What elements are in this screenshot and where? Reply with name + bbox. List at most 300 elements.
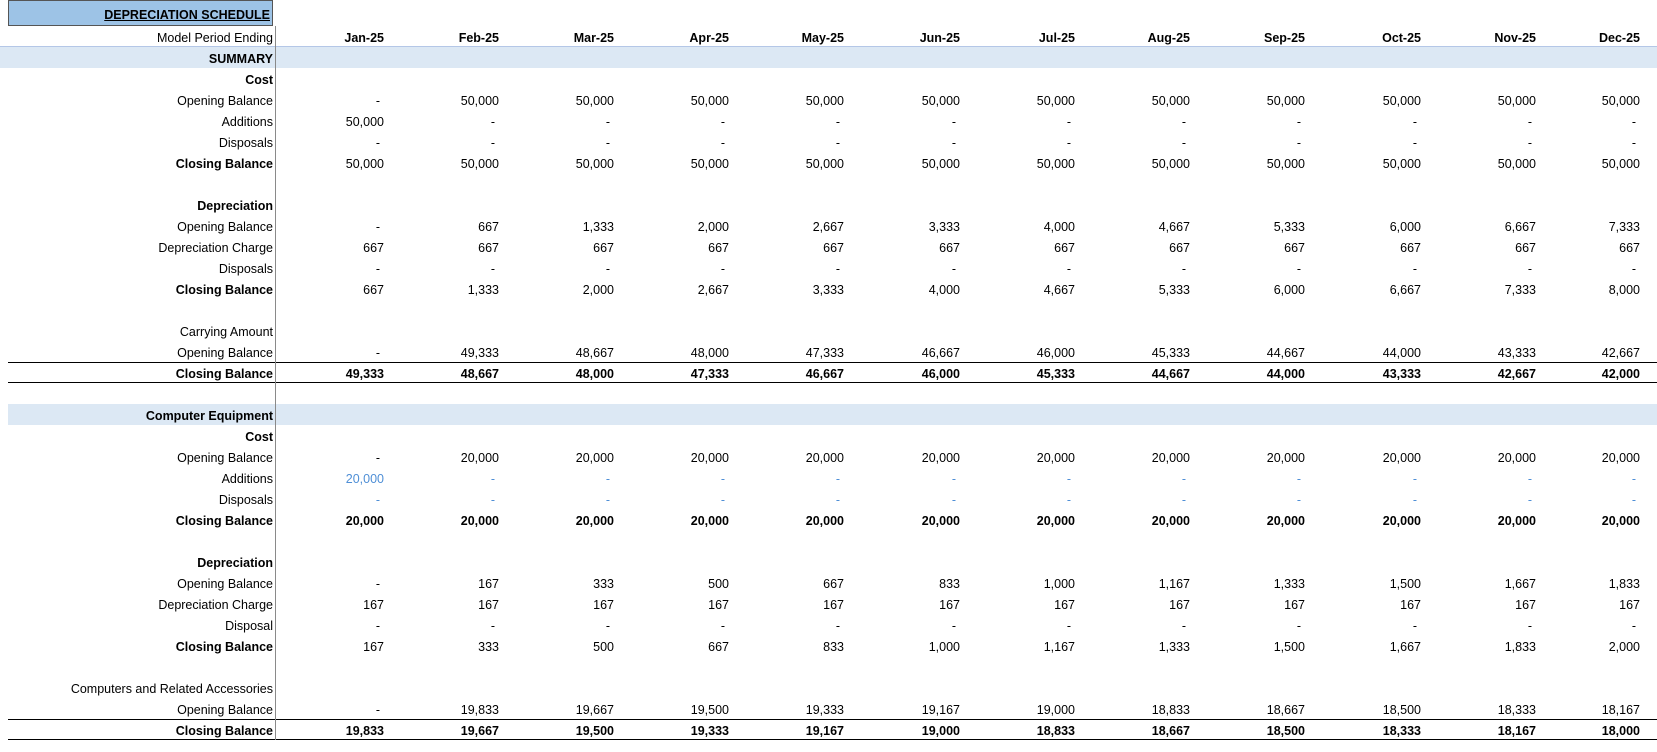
value-cell[interactable]: 667: [1619, 241, 1640, 255]
table-row: [0, 236, 1657, 257]
value-cell[interactable]: 167: [363, 598, 384, 612]
value-cell[interactable]: 50,000: [345, 115, 384, 129]
value-cell[interactable]: -: [951, 619, 956, 633]
blank-row: [0, 299, 1657, 320]
value-cell[interactable]: 4,667: [1043, 283, 1075, 297]
value-cell[interactable]: 2,667: [812, 220, 844, 234]
value-cell[interactable]: 167: [1169, 598, 1190, 612]
value-cell[interactable]: -: [375, 451, 380, 465]
value-cell[interactable]: 45,333: [1036, 367, 1075, 381]
row-label[interactable]: Computer Equipment: [145, 409, 273, 423]
value-cell[interactable]: 50,000: [1497, 157, 1536, 171]
value-cell[interactable]: 5,333: [1273, 220, 1305, 234]
table-row: [0, 467, 1657, 488]
value-cell[interactable]: 7,333: [1608, 220, 1640, 234]
value-cell[interactable]: 48,000: [690, 346, 729, 360]
value-cell[interactable]: 1,333: [1158, 640, 1190, 654]
value-cell[interactable]: -: [720, 115, 725, 129]
value-cell[interactable]: 50,000: [1601, 94, 1640, 108]
value-cell[interactable]: 1,500: [1273, 640, 1305, 654]
value-cell[interactable]: -: [1181, 136, 1186, 150]
value-cell[interactable]: 50,000: [1036, 94, 1075, 108]
value-cell[interactable]: -: [720, 136, 725, 150]
value-cell[interactable]: 49,333: [345, 367, 384, 381]
value-cell[interactable]: -: [1527, 136, 1532, 150]
value-cell[interactable]: 167: [1400, 598, 1421, 612]
value-cell[interactable]: 667: [478, 241, 499, 255]
value-cell[interactable]: 50,000: [1266, 94, 1305, 108]
value-cell[interactable]: -: [1296, 136, 1301, 150]
value-cell[interactable]: -: [1296, 493, 1301, 507]
value-cell[interactable]: 1,333: [467, 283, 499, 297]
row-label[interactable]: Closing Balance: [175, 157, 273, 171]
value-cell[interactable]: 1,000: [1043, 577, 1075, 591]
table-row: [0, 320, 1657, 341]
value-cell[interactable]: -: [605, 619, 610, 633]
value-cell[interactable]: 50,000: [805, 94, 844, 108]
month-header[interactable]: Apr-25: [689, 31, 729, 45]
row-label[interactable]: Closing Balance: [175, 724, 273, 738]
value-cell[interactable]: 19,833: [460, 703, 499, 717]
value-cell[interactable]: -: [1181, 115, 1186, 129]
value-cell[interactable]: -: [375, 94, 380, 108]
value-cell[interactable]: 667: [363, 241, 384, 255]
row-label[interactable]: Depreciation Charge: [158, 598, 273, 612]
value-cell[interactable]: -: [490, 136, 495, 150]
value-cell[interactable]: 50,000: [921, 157, 960, 171]
value-cell[interactable]: 20,000: [805, 514, 844, 528]
month-header[interactable]: Jan-25: [344, 31, 384, 45]
value-cell[interactable]: 48,667: [460, 367, 499, 381]
value-cell[interactable]: -: [605, 115, 610, 129]
value-cell[interactable]: -: [720, 493, 725, 507]
value-cell[interactable]: 50,000: [1382, 157, 1421, 171]
value-cell[interactable]: -: [605, 493, 610, 507]
value-cell[interactable]: 500: [593, 640, 614, 654]
value-cell[interactable]: -: [1066, 619, 1071, 633]
value-cell[interactable]: 18,667: [1151, 724, 1190, 738]
value-cell[interactable]: 50,000: [690, 157, 729, 171]
value-cell[interactable]: -: [375, 577, 380, 591]
value-cell[interactable]: 19,167: [921, 703, 960, 717]
value-cell[interactable]: 167: [363, 640, 384, 654]
value-cell[interactable]: 18,167: [1497, 724, 1536, 738]
value-cell[interactable]: -: [375, 493, 380, 507]
table-row: [0, 446, 1657, 467]
blank-row: [0, 383, 1657, 404]
row-label[interactable]: Depreciation: [197, 199, 273, 213]
value-cell[interactable]: 46,667: [921, 346, 960, 360]
value-cell[interactable]: 50,000: [460, 157, 499, 171]
value-cell[interactable]: 1,167: [1043, 640, 1075, 654]
table-row: [0, 362, 1657, 383]
row-label[interactable]: Carrying Amount: [179, 325, 273, 339]
value-cell[interactable]: 1,500: [1389, 577, 1421, 591]
value-cell[interactable]: 42,667: [1497, 367, 1536, 381]
value-cell[interactable]: 50,000: [575, 94, 614, 108]
value-cell[interactable]: 4,000: [928, 283, 960, 297]
value-cell[interactable]: -: [490, 472, 495, 486]
value-cell[interactable]: 50,000: [345, 157, 384, 171]
value-cell[interactable]: -: [605, 262, 610, 276]
month-header[interactable]: Mar-25: [573, 31, 614, 45]
value-cell[interactable]: 45,333: [1151, 346, 1190, 360]
value-cell[interactable]: -: [835, 472, 840, 486]
value-cell[interactable]: 50,000: [805, 157, 844, 171]
table-row: [0, 257, 1657, 278]
value-cell[interactable]: 20,000: [1601, 451, 1640, 465]
row-label[interactable]: Additions: [221, 115, 273, 129]
value-cell[interactable]: -: [1181, 493, 1186, 507]
value-cell[interactable]: 42,667: [1601, 346, 1640, 360]
value-cell[interactable]: 667: [363, 283, 384, 297]
value-cell[interactable]: 44,000: [1266, 367, 1305, 381]
value-cell[interactable]: 20,000: [460, 451, 499, 465]
row-label[interactable]: Disposal: [225, 619, 273, 633]
value-cell[interactable]: 20,000: [805, 451, 844, 465]
value-cell[interactable]: -: [1412, 472, 1417, 486]
value-cell[interactable]: 833: [939, 577, 960, 591]
row-label[interactable]: Opening Balance: [177, 703, 273, 717]
table-row: [0, 572, 1657, 593]
value-cell[interactable]: 20,000: [1266, 514, 1305, 528]
value-cell[interactable]: 20,000: [690, 514, 729, 528]
value-cell[interactable]: 167: [1619, 598, 1640, 612]
value-cell[interactable]: -: [1066, 262, 1071, 276]
value-cell[interactable]: 667: [939, 241, 960, 255]
value-cell[interactable]: 19,500: [690, 703, 729, 717]
value-cell[interactable]: 667: [823, 577, 844, 591]
value-cell[interactable]: 3,333: [812, 283, 844, 297]
value-cell[interactable]: 46,000: [1036, 346, 1075, 360]
value-cell[interactable]: -: [1296, 619, 1301, 633]
month-header[interactable]: Jun-25: [919, 31, 960, 45]
value-cell[interactable]: 167: [593, 598, 614, 612]
value-cell[interactable]: 2,000: [697, 220, 729, 234]
value-cell[interactable]: 20,000: [921, 451, 960, 465]
value-cell[interactable]: 2,667: [697, 283, 729, 297]
month-header[interactable]: Aug-25: [1147, 31, 1190, 45]
value-cell[interactable]: 167: [478, 598, 499, 612]
value-cell[interactable]: 20,000: [1151, 514, 1190, 528]
value-cell[interactable]: -: [490, 619, 495, 633]
value-cell[interactable]: 500: [708, 577, 729, 591]
value-cell[interactable]: 19,667: [460, 724, 499, 738]
value-cell[interactable]: 48,667: [575, 346, 614, 360]
value-cell[interactable]: -: [1631, 493, 1636, 507]
value-cell[interactable]: 667: [823, 241, 844, 255]
value-cell[interactable]: -: [1527, 619, 1532, 633]
value-cell[interactable]: 167: [823, 598, 844, 612]
value-cell[interactable]: 7,333: [1504, 283, 1536, 297]
value-cell[interactable]: 50,000: [1151, 94, 1190, 108]
value-cell[interactable]: 8,000: [1608, 283, 1640, 297]
value-cell[interactable]: 50,000: [1036, 157, 1075, 171]
value-cell[interactable]: 20,000: [460, 514, 499, 528]
value-cell[interactable]: 50,000: [690, 94, 729, 108]
value-cell[interactable]: 46,000: [921, 367, 960, 381]
value-cell[interactable]: 6,667: [1504, 220, 1536, 234]
value-cell[interactable]: 1,333: [1273, 577, 1305, 591]
value-cell[interactable]: 1,833: [1608, 577, 1640, 591]
value-cell[interactable]: 47,333: [690, 367, 729, 381]
value-cell[interactable]: -: [720, 619, 725, 633]
value-cell[interactable]: 6,000: [1273, 283, 1305, 297]
value-cell[interactable]: 1,000: [928, 640, 960, 654]
value-cell[interactable]: -: [375, 346, 380, 360]
month-header[interactable]: Oct-25: [1382, 31, 1421, 45]
value-cell[interactable]: 20,000: [1151, 451, 1190, 465]
value-cell[interactable]: -: [490, 115, 495, 129]
value-cell[interactable]: 18,667: [1266, 703, 1305, 717]
value-cell[interactable]: -: [951, 493, 956, 507]
row-label[interactable]: Depreciation: [197, 556, 273, 570]
value-cell[interactable]: 667: [1054, 241, 1075, 255]
value-cell[interactable]: 18,500: [1266, 724, 1305, 738]
value-cell[interactable]: -: [1631, 136, 1636, 150]
row-label[interactable]: Opening Balance: [177, 94, 273, 108]
value-cell[interactable]: 19,000: [1036, 703, 1075, 717]
table-row: [0, 89, 1657, 110]
row-label[interactable]: Depreciation Charge: [158, 241, 273, 255]
value-cell[interactable]: 19,667: [575, 703, 614, 717]
table-row: [0, 425, 1657, 446]
value-cell[interactable]: 667: [1515, 241, 1536, 255]
value-cell[interactable]: 6,667: [1389, 283, 1421, 297]
value-cell[interactable]: 19,000: [921, 724, 960, 738]
value-cell[interactable]: 1,833: [1504, 640, 1536, 654]
value-cell[interactable]: -: [951, 262, 956, 276]
value-cell[interactable]: -: [1066, 115, 1071, 129]
value-cell[interactable]: 167: [1054, 598, 1075, 612]
value-cell[interactable]: 167: [939, 598, 960, 612]
row-label[interactable]: Closing Balance: [175, 640, 273, 654]
value-cell[interactable]: 667: [593, 241, 614, 255]
value-cell[interactable]: -: [375, 262, 380, 276]
value-cell[interactable]: 2,000: [582, 283, 614, 297]
value-cell[interactable]: 50,000: [1601, 157, 1640, 171]
value-cell[interactable]: 1,167: [1158, 577, 1190, 591]
value-cell[interactable]: -: [375, 136, 380, 150]
value-cell[interactable]: 3,333: [928, 220, 960, 234]
value-cell[interactable]: -: [1527, 493, 1532, 507]
value-cell[interactable]: 44,667: [1151, 367, 1190, 381]
value-cell[interactable]: 43,333: [1497, 346, 1536, 360]
value-cell[interactable]: -: [1296, 262, 1301, 276]
value-cell[interactable]: 167: [478, 577, 499, 591]
value-cell[interactable]: 44,000: [1382, 346, 1421, 360]
value-cell[interactable]: -: [375, 220, 380, 234]
value-cell[interactable]: -: [375, 703, 380, 717]
value-cell[interactable]: 333: [593, 577, 614, 591]
month-header[interactable]: Feb-25: [458, 31, 499, 45]
value-cell[interactable]: 20,000: [575, 451, 614, 465]
row-label[interactable]: Cost: [245, 430, 273, 444]
value-cell[interactable]: 18,833: [1151, 703, 1190, 717]
frozen-pane-divider: [275, 26, 276, 740]
value-cell[interactable]: 18,000: [1601, 724, 1640, 738]
value-cell[interactable]: -: [1181, 262, 1186, 276]
month-header[interactable]: Sep-25: [1264, 31, 1305, 45]
value-cell[interactable]: -: [1527, 115, 1532, 129]
value-cell[interactable]: -: [490, 262, 495, 276]
value-cell[interactable]: 6,000: [1389, 220, 1421, 234]
value-cell[interactable]: 19,500: [575, 724, 614, 738]
value-cell[interactable]: -: [1527, 262, 1532, 276]
value-cell[interactable]: -: [1527, 472, 1532, 486]
row-label[interactable]: SUMMARY: [208, 52, 273, 66]
value-cell[interactable]: 42,000: [1601, 367, 1640, 381]
row-label[interactable]: Cost: [245, 73, 273, 87]
value-cell[interactable]: 167: [1515, 598, 1536, 612]
table-row: [0, 719, 1657, 740]
row-label[interactable]: Additions: [221, 472, 273, 486]
table-row: [0, 110, 1657, 131]
value-cell[interactable]: -: [1412, 136, 1417, 150]
value-cell[interactable]: -: [1296, 472, 1301, 486]
value-cell[interactable]: 18,333: [1382, 724, 1421, 738]
value-cell[interactable]: 50,000: [1266, 157, 1305, 171]
value-cell[interactable]: 20,000: [921, 514, 960, 528]
value-cell[interactable]: -: [1412, 262, 1417, 276]
value-cell[interactable]: 18,167: [1601, 703, 1640, 717]
value-cell[interactable]: -: [720, 472, 725, 486]
value-cell[interactable]: -: [1412, 115, 1417, 129]
value-cell[interactable]: 20,000: [1601, 514, 1640, 528]
value-cell[interactable]: 833: [823, 640, 844, 654]
value-cell[interactable]: 4,000: [1043, 220, 1075, 234]
value-cell[interactable]: 49,333: [460, 346, 499, 360]
value-cell[interactable]: 50,000: [575, 157, 614, 171]
value-cell[interactable]: -: [1181, 619, 1186, 633]
value-cell[interactable]: -: [835, 619, 840, 633]
month-header[interactable]: Dec-25: [1599, 31, 1640, 45]
value-cell[interactable]: -: [835, 136, 840, 150]
row-label[interactable]: Disposals: [218, 262, 273, 276]
value-cell[interactable]: -: [1066, 136, 1071, 150]
value-cell[interactable]: 20,000: [1036, 514, 1075, 528]
table-row: [0, 488, 1657, 509]
value-cell[interactable]: -: [1412, 619, 1417, 633]
row-label[interactable]: Closing Balance: [175, 514, 273, 528]
value-cell[interactable]: 19,333: [805, 703, 844, 717]
value-cell[interactable]: -: [720, 262, 725, 276]
value-cell[interactable]: -: [951, 136, 956, 150]
value-cell[interactable]: -: [1066, 493, 1071, 507]
value-cell[interactable]: 47,333: [805, 346, 844, 360]
value-cell[interactable]: 20,000: [1036, 451, 1075, 465]
value-cell[interactable]: 18,833: [1036, 724, 1075, 738]
table-row: [0, 593, 1657, 614]
value-cell[interactable]: -: [1412, 493, 1417, 507]
value-cell[interactable]: -: [375, 619, 380, 633]
value-cell[interactable]: 20,000: [1382, 514, 1421, 528]
title-cell[interactable]: [8, 0, 273, 26]
month-header[interactable]: Jul-25: [1038, 31, 1075, 45]
value-cell[interactable]: 2,000: [1608, 640, 1640, 654]
value-cell[interactable]: -: [605, 472, 610, 486]
row-label[interactable]: Computers and Related Accessories: [70, 682, 273, 696]
value-cell[interactable]: 20,000: [345, 472, 384, 486]
value-cell[interactable]: -: [605, 136, 610, 150]
value-cell[interactable]: 50,000: [1497, 94, 1536, 108]
value-cell[interactable]: -: [951, 472, 956, 486]
value-cell[interactable]: 20,000: [1382, 451, 1421, 465]
month-header[interactable]: Nov-25: [1494, 31, 1536, 45]
month-header[interactable]: May-25: [801, 31, 844, 45]
value-cell[interactable]: -: [835, 115, 840, 129]
value-cell[interactable]: -: [835, 262, 840, 276]
value-cell[interactable]: -: [835, 493, 840, 507]
value-cell[interactable]: 43,333: [1382, 367, 1421, 381]
blank-row: [0, 656, 1657, 677]
row-label[interactable]: Disposals: [218, 136, 273, 150]
value-cell[interactable]: 18,333: [1497, 703, 1536, 717]
row-label[interactable]: Opening Balance: [177, 577, 273, 591]
row-label[interactable]: Disposals: [218, 493, 273, 507]
value-cell[interactable]: 20,000: [1497, 451, 1536, 465]
row-label[interactable]: Opening Balance: [177, 346, 273, 360]
row-label[interactable]: Opening Balance: [177, 220, 273, 234]
value-cell[interactable]: 667: [1400, 241, 1421, 255]
value-cell[interactable]: 44,667: [1266, 346, 1305, 360]
value-cell[interactable]: 667: [1169, 241, 1190, 255]
row-label[interactable]: Closing Balance: [175, 367, 273, 381]
value-cell[interactable]: 20,000: [690, 451, 729, 465]
value-cell[interactable]: -: [490, 493, 495, 507]
value-cell[interactable]: -: [1631, 262, 1636, 276]
value-cell[interactable]: -: [1631, 472, 1636, 486]
value-cell[interactable]: 667: [708, 640, 729, 654]
value-cell[interactable]: -: [1181, 472, 1186, 486]
value-cell[interactable]: 1,333: [582, 220, 614, 234]
value-cell[interactable]: 50,000: [921, 94, 960, 108]
value-cell[interactable]: 20,000: [345, 514, 384, 528]
value-cell[interactable]: 1,667: [1389, 640, 1421, 654]
value-cell[interactable]: 667: [1284, 241, 1305, 255]
row-label[interactable]: Opening Balance: [177, 451, 273, 465]
value-cell[interactable]: -: [1631, 619, 1636, 633]
value-cell[interactable]: 667: [708, 241, 729, 255]
table-row: [0, 278, 1657, 299]
value-cell[interactable]: 48,000: [575, 367, 614, 381]
value-cell[interactable]: 20,000: [1266, 451, 1305, 465]
row-label[interactable]: Closing Balance: [175, 283, 273, 297]
header-row: [0, 26, 1657, 47]
value-cell[interactable]: 20,000: [1497, 514, 1536, 528]
value-cell[interactable]: 4,667: [1158, 220, 1190, 234]
value-cell[interactable]: 1,667: [1504, 577, 1536, 591]
value-cell[interactable]: 50,000: [1151, 157, 1190, 171]
value-cell[interactable]: 167: [1284, 598, 1305, 612]
value-cell[interactable]: 18,500: [1382, 703, 1421, 717]
value-cell[interactable]: -: [1631, 115, 1636, 129]
value-cell[interactable]: 5,333: [1158, 283, 1190, 297]
value-cell[interactable]: 50,000: [1382, 94, 1421, 108]
value-cell[interactable]: 50,000: [460, 94, 499, 108]
value-cell[interactable]: 333: [478, 640, 499, 654]
value-cell[interactable]: 20,000: [575, 514, 614, 528]
value-cell[interactable]: 167: [708, 598, 729, 612]
value-cell[interactable]: 19,333: [690, 724, 729, 738]
value-cell[interactable]: 46,667: [805, 367, 844, 381]
value-cell[interactable]: -: [1296, 115, 1301, 129]
value-cell[interactable]: 19,833: [345, 724, 384, 738]
value-cell[interactable]: 19,167: [805, 724, 844, 738]
value-cell[interactable]: -: [951, 115, 956, 129]
value-cell[interactable]: 667: [478, 220, 499, 234]
value-cell[interactable]: -: [1066, 472, 1071, 486]
